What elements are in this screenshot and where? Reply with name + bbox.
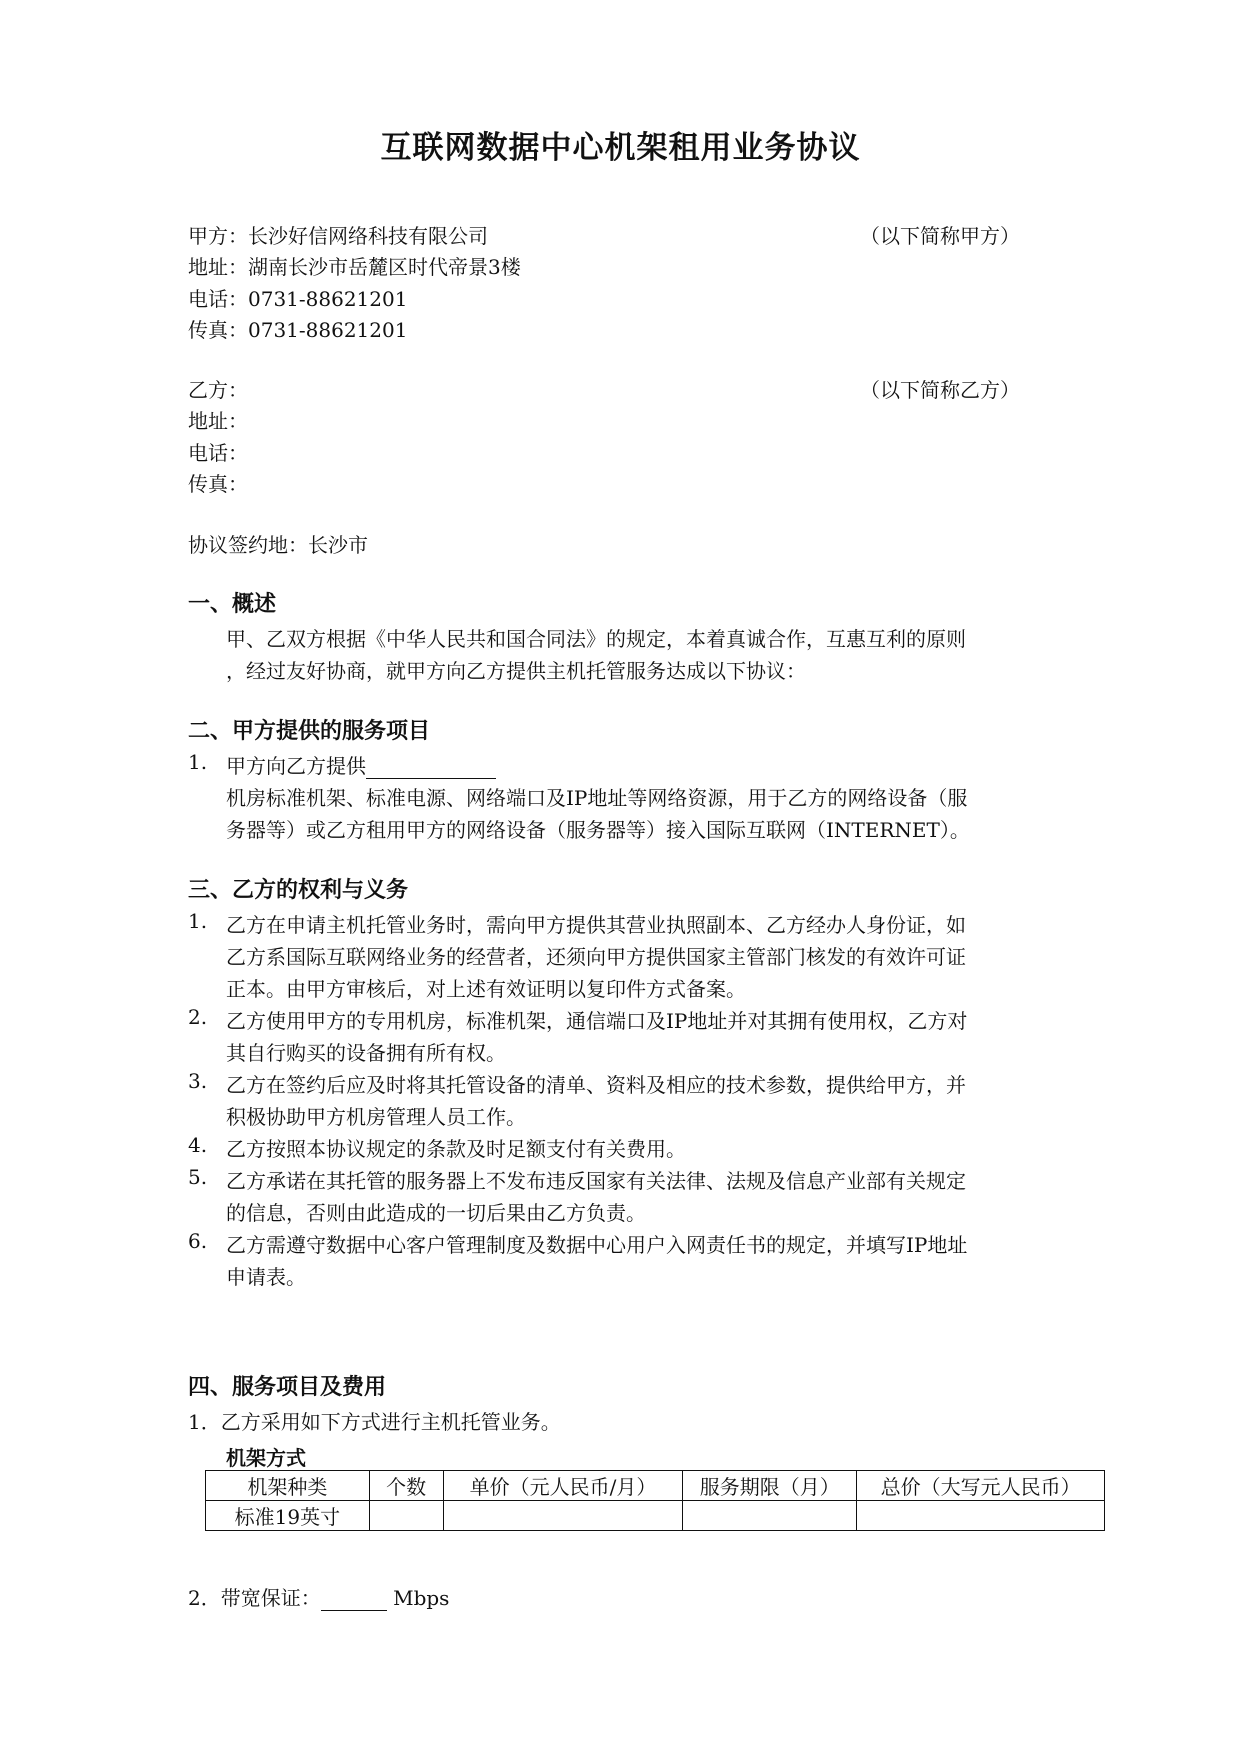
- table-row: [206, 1501, 1105, 1531]
- table-cell-rack-type: 标准19英寸: [206, 1501, 370, 1531]
- party-a-fax: 传真：0731-88621201: [188, 318, 408, 342]
- section3-item-line: 乙方系国际互联网络业务的经营者，还须向甲方提供国家主管部门核发的有效许可证: [226, 945, 966, 969]
- table-cell-unit-price[interactable]: [443, 1501, 683, 1531]
- section3-item-line: 乙方在申请主机托管业务时，需向甲方提供其营业执照副本、乙方经办人身份证，如: [226, 913, 966, 937]
- rack-table: [205, 1470, 1105, 1531]
- party-b-fax: 传真：: [188, 472, 248, 496]
- section3-item-line: 乙方在签约后应及时将其托管设备的清单、资料及相应的技术参数，提供给甲方，并: [226, 1073, 966, 1097]
- section2-item-first-line: [226, 750, 496, 779]
- section3-item-line: 正本。由甲方审核后，对上述有效证明以复印件方式备案。: [226, 977, 746, 1001]
- table-cell-total[interactable]: [857, 1501, 1105, 1531]
- table-cell-count[interactable]: [369, 1501, 443, 1531]
- table-header-cell: 单价（元人民币/月）: [443, 1471, 683, 1501]
- section3-item-number: 1.: [188, 909, 208, 933]
- party-b-phone: 电话：: [188, 441, 248, 465]
- bandwidth-unit: Mbps: [393, 1586, 450, 1610]
- section3-item-line: 乙方按照本协议规定的条款及时足额支付有关费用。: [226, 1137, 686, 1161]
- party-b-address: 地址：: [188, 409, 248, 433]
- section4-item1: 1．乙方采用如下方式进行主机托管业务。: [188, 1410, 561, 1434]
- section3-item-line: 的信息，否则由此造成的一切后果由乙方负责。: [226, 1201, 646, 1225]
- party-a-abbr: （以下简称甲方）: [860, 224, 1020, 248]
- section3-item-number: 2.: [188, 1005, 208, 1029]
- section3-item-number: 4.: [188, 1133, 208, 1157]
- section2-heading: 二、甲方提供的服务项目: [188, 719, 431, 744]
- section2-item-text: 甲方向乙方提供: [226, 754, 366, 778]
- table-header-cell: 个数: [369, 1471, 443, 1501]
- party-b-name: 乙方：: [188, 378, 248, 402]
- party-b-abbr: （以下简称乙方）: [860, 378, 1020, 402]
- party-a-name: 甲方：长沙好信网络科技有限公司: [188, 224, 488, 248]
- section3-item-line: 乙方使用甲方的专用机房，标准机架，通信端口及IP地址并对其拥有使用权，乙方对: [226, 1009, 968, 1033]
- section2-item-number: 1.: [188, 750, 208, 774]
- bandwidth-blank[interactable]: [321, 1588, 387, 1611]
- bandwidth-label: 2．带宽保证：: [188, 1586, 321, 1610]
- section2-item-line: 机房标准机架、标准电源、网络端口及IP地址等网络资源，用于乙方的网络设备（服: [226, 786, 968, 810]
- party-a-address: 地址：湖南长沙市岳麓区时代帝景3楼: [188, 255, 521, 279]
- party-a-phone: 电话：0731-88621201: [188, 287, 408, 311]
- table-header-row: [206, 1471, 1105, 1501]
- section1-line: ，经过友好协商，就甲方向乙方提供主机托管服务达成以下协议：: [226, 659, 806, 683]
- section3-item-line: 其自行购买的设备拥有所有权。: [226, 1041, 506, 1065]
- table-header-cell: 总价（大写元人民币）: [857, 1471, 1105, 1501]
- section3-item-number: 5.: [188, 1165, 208, 1189]
- section3-item-line: 乙方需遵守数据中心客户管理制度及数据中心用户入网责任书的规定，并填写IP地址: [226, 1233, 968, 1257]
- section3-item-line: 积极协助甲方机房管理人员工作。: [226, 1105, 526, 1129]
- provision-blank[interactable]: [366, 756, 496, 779]
- document-title: 互联网数据中心机架租用业务协议: [380, 130, 861, 166]
- section3-item-number: 3.: [188, 1069, 208, 1093]
- section3-heading: 三、乙方的权利与义务: [188, 878, 409, 903]
- rack-mode-subheading: 机架方式: [226, 1446, 306, 1470]
- section3-item-number: 6.: [188, 1229, 208, 1253]
- table-header-cell: 服务期限（月）: [683, 1471, 857, 1501]
- section3-item-line: 乙方承诺在其托管的服务器上不发布违反国家有关法律、法规及信息产业部有关规定: [226, 1169, 966, 1193]
- table-header-cell: 机架种类: [206, 1471, 370, 1501]
- section3-item-line: 申请表。: [226, 1265, 306, 1289]
- section1-line: 甲、乙双方根据《中华人民共和国合同法》的规定，本着真诚合作，互惠互利的原则: [226, 627, 966, 651]
- bandwidth-line: [188, 1582, 449, 1611]
- section2-item-line: 务器等）或乙方租用甲方的网络设备（服务器等）接入国际互联网（INTERNET）。: [226, 818, 970, 842]
- sign-place: 协议签约地：长沙市: [188, 533, 368, 557]
- section1-heading: 一、概述: [188, 592, 277, 617]
- table-cell-term[interactable]: [683, 1501, 857, 1531]
- section4-heading: 四、服务项目及费用: [188, 1375, 387, 1400]
